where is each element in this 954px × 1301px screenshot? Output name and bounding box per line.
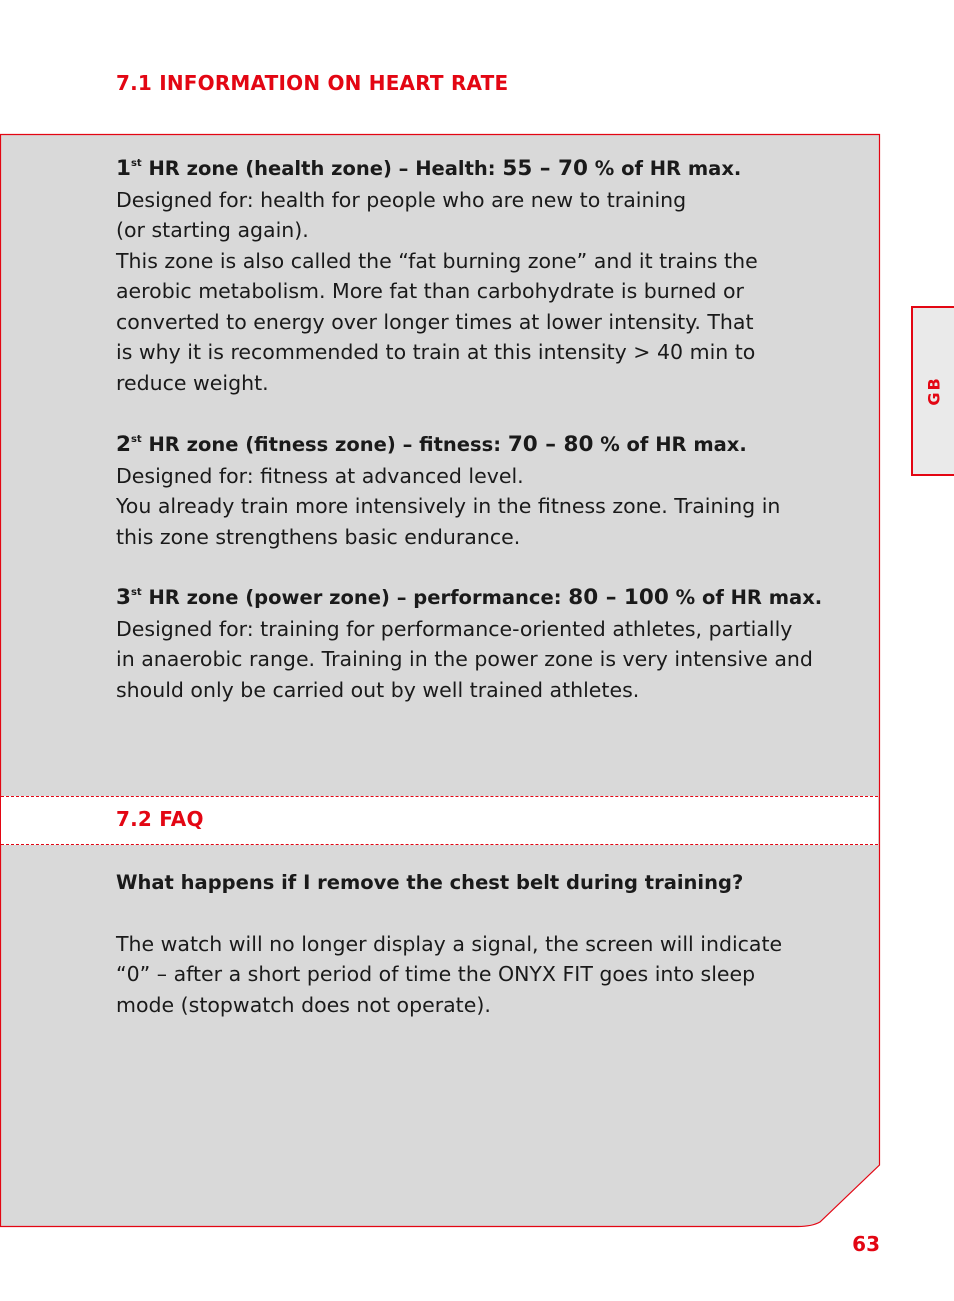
zone-ordinal: st [130, 587, 142, 598]
zone-2-heading [116, 430, 856, 461]
zone-heading-unit: % of HR max. [593, 433, 747, 456]
zone-3-description: Designed for: training for performance-oriented athletes, partially in anaerobic range. Training in the power zone is very intensive and should only be carried out by well trained athletes. [116, 616, 813, 702]
zone-number: 2 [116, 432, 131, 457]
zone-heading-text: HR zone (fitness zone) – fitness: [141, 433, 508, 456]
zone-2-designed-for: Designed for: fitness at advanced level. [116, 463, 524, 488]
page-number: 63 [852, 1232, 880, 1256]
zone-3-block [116, 583, 856, 705]
zone-2-block [116, 430, 856, 552]
zone-ordinal: st [130, 434, 142, 445]
zone-3-heading [116, 583, 856, 614]
faq-question: What happens if I remove the chest belt during training? [116, 871, 744, 894]
zone-ordinal: st [130, 158, 142, 169]
faq-block [116, 868, 856, 1020]
zone-1-description: This zone is also called the “fat burning zone” and it trains the aerobic metabolism. More fat than carbohydrate is burned or converted to energy over longer times at lower intensity. That is why it is recommended to train at this intensity > 40 min to reduce weight. [116, 248, 758, 395]
zone-heading-unit: % of HR max. [587, 157, 742, 180]
zone-1-designed-for: Designed for: health for people who are new to training [116, 187, 687, 212]
zone-range: 80 – 100 [568, 585, 669, 610]
zone-number: 3 [116, 585, 131, 610]
language-tab [911, 306, 954, 476]
zone-heading-unit: % of HR max. [668, 586, 823, 609]
spacer [116, 899, 856, 929]
language-tab-label: GB [924, 376, 943, 406]
zone-1-heading [116, 154, 856, 185]
zone-1-designed-for-cont: (or starting again). [116, 218, 309, 242]
zone-heading-text: HR zone (power zone) – performance: [141, 586, 569, 609]
zone-number: 1 [116, 156, 131, 181]
section-title-faq: 7.2 FAQ [116, 807, 204, 831]
zone-range: 55 – 70 [502, 156, 588, 181]
faq-answer: The watch will no longer display a signal, the screen will indicate “0” – after a short period of time the ONYX FIT goes into sleep mode (stopwatch does not operate). [116, 931, 783, 1017]
zone-heading-text: HR zone (health zone) – Health: [141, 157, 503, 180]
zone-1-block [116, 154, 856, 398]
section-title-heart-rate: 7.1 INFORMATION ON HEART RATE [116, 71, 509, 95]
zone-range: 70 – 80 [507, 432, 594, 457]
zone-2-description: You already train more intensively in the fitness zone. Training in this zone strengthens basic endurance. [116, 494, 781, 549]
